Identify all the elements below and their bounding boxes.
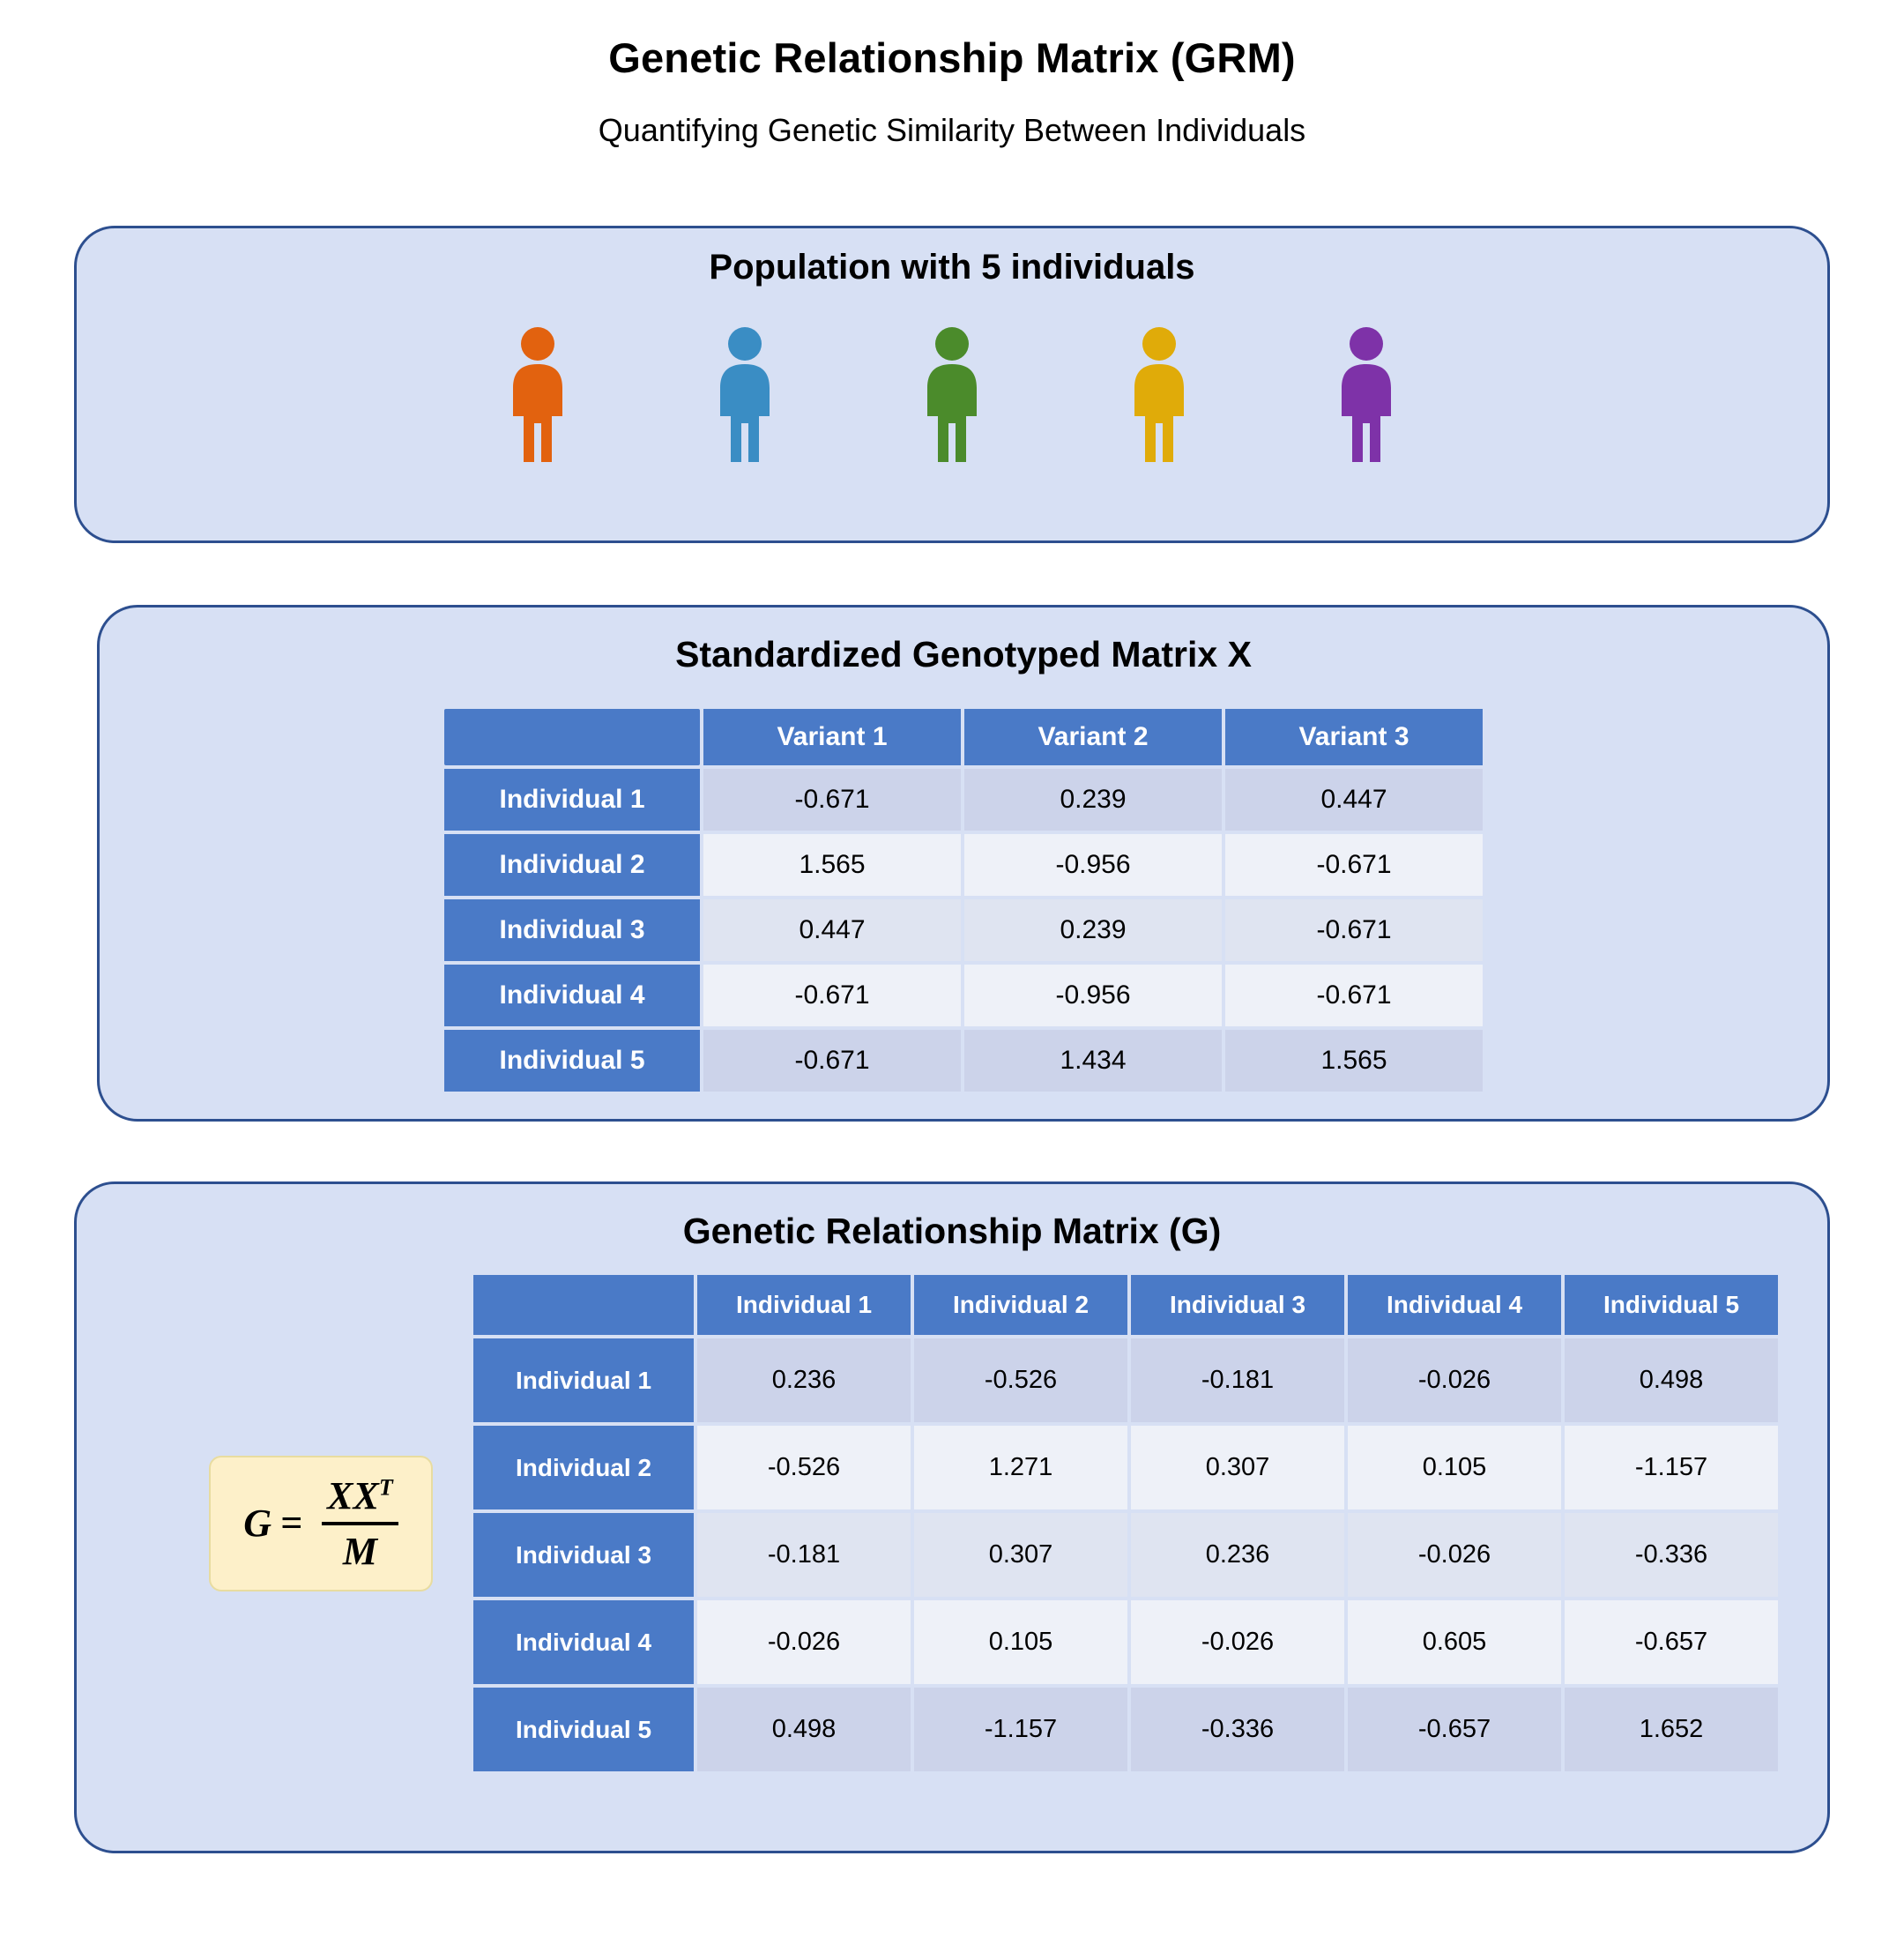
cell-g-2-3: 0.307 bbox=[1131, 1426, 1344, 1509]
cell-x-5-1: -0.671 bbox=[703, 1030, 961, 1092]
table-row bbox=[473, 1600, 1778, 1684]
table-row bbox=[444, 1030, 1483, 1092]
cell-g-5-1: 0.498 bbox=[697, 1688, 911, 1771]
table-row bbox=[444, 965, 1483, 1026]
cell-g-5-3: -0.336 bbox=[1131, 1688, 1344, 1771]
cell-x-1-3: 0.447 bbox=[1225, 769, 1483, 831]
row-header-individual-5: Individual 5 bbox=[444, 1030, 700, 1092]
cell-x-1-1: -0.671 bbox=[703, 769, 961, 831]
diagram-root bbox=[0, 34, 1904, 1938]
cell-g-4-1: -0.026 bbox=[697, 1600, 911, 1684]
table-row bbox=[444, 769, 1483, 831]
person-icon-3 bbox=[908, 324, 996, 466]
genotype-matrix-heading: Standardized Genotyped Matrix X bbox=[675, 634, 1252, 675]
page-subtitle: Quantifying Genetic Similarity Between Individuals bbox=[598, 112, 1306, 148]
cell-g-1-3: -0.181 bbox=[1131, 1338, 1344, 1422]
person-icon-5 bbox=[1322, 324, 1410, 466]
cell-x-3-2: 0.239 bbox=[964, 899, 1222, 961]
population-heading: Population with 5 individuals bbox=[709, 248, 1195, 287]
table-header-row bbox=[473, 1275, 1778, 1335]
person-icon-1 bbox=[494, 324, 582, 466]
row-header-individual-2: Individual 2 bbox=[444, 834, 700, 896]
cell-g-5-4: -0.657 bbox=[1348, 1688, 1561, 1771]
genotype-matrix-panel bbox=[97, 605, 1830, 1122]
cell-g-2-1: -0.526 bbox=[697, 1426, 911, 1509]
cell-x-4-1: -0.671 bbox=[703, 965, 961, 1026]
formula-denominator: M bbox=[342, 1529, 377, 1573]
formula-numerator-text: XX bbox=[327, 1473, 379, 1517]
row-header-individual-4: Individual 4 bbox=[473, 1600, 694, 1684]
cell-g-2-5: -1.157 bbox=[1565, 1426, 1778, 1509]
column-header-variant-1: Variant 1 bbox=[703, 709, 961, 765]
column-header-individual-2: Individual 2 bbox=[914, 1275, 1127, 1335]
person-icon-4 bbox=[1115, 324, 1203, 466]
formula-fraction bbox=[322, 1473, 398, 1574]
table-row bbox=[444, 899, 1483, 961]
grm-table bbox=[470, 1271, 1781, 1775]
population-panel bbox=[74, 226, 1830, 543]
cell-x-2-2: -0.956 bbox=[964, 834, 1222, 896]
people-row bbox=[77, 324, 1827, 466]
grm-heading: Genetic Relationship Matrix (G) bbox=[682, 1211, 1222, 1251]
cell-g-1-1: 0.236 bbox=[697, 1338, 911, 1422]
table-row bbox=[473, 1688, 1778, 1771]
cell-g-4-3: -0.026 bbox=[1131, 1600, 1344, 1684]
row-header-individual-1: Individual 1 bbox=[473, 1338, 694, 1422]
cell-x-3-1: 0.447 bbox=[703, 899, 961, 961]
row-header-individual-1: Individual 1 bbox=[444, 769, 700, 831]
row-header-individual-3: Individual 3 bbox=[444, 899, 700, 961]
formula-equals: = bbox=[280, 1502, 303, 1545]
grm-formula bbox=[243, 1473, 398, 1574]
cell-x-2-3: -0.671 bbox=[1225, 834, 1483, 896]
cell-x-5-2: 1.434 bbox=[964, 1030, 1222, 1092]
table-row bbox=[473, 1426, 1778, 1509]
cell-g-1-4: -0.026 bbox=[1348, 1338, 1561, 1422]
column-header-individual-5: Individual 5 bbox=[1565, 1275, 1778, 1335]
cell-g-2-2: 1.271 bbox=[914, 1426, 1127, 1509]
table-row bbox=[444, 834, 1483, 896]
table-corner-cell bbox=[444, 709, 700, 765]
row-header-individual-5: Individual 5 bbox=[473, 1688, 694, 1771]
genotype-matrix-table bbox=[441, 705, 1486, 1095]
column-header-variant-3: Variant 3 bbox=[1225, 709, 1483, 765]
cell-g-3-3: 0.236 bbox=[1131, 1513, 1344, 1597]
cell-x-3-3: -0.671 bbox=[1225, 899, 1483, 961]
cell-g-3-2: 0.307 bbox=[914, 1513, 1127, 1597]
cell-g-3-4: -0.026 bbox=[1348, 1513, 1561, 1597]
page-title: Genetic Relationship Matrix (GRM) bbox=[608, 34, 1296, 81]
row-header-individual-3: Individual 3 bbox=[473, 1513, 694, 1597]
grm-body bbox=[77, 1271, 1827, 1775]
grm-panel bbox=[74, 1181, 1830, 1853]
table-header-row bbox=[444, 709, 1483, 765]
formula-superscript: T bbox=[378, 1473, 393, 1500]
person-icon-2 bbox=[701, 324, 789, 466]
cell-g-1-2: -0.526 bbox=[914, 1338, 1127, 1422]
column-header-individual-3: Individual 3 bbox=[1131, 1275, 1344, 1335]
row-header-individual-4: Individual 4 bbox=[444, 965, 700, 1026]
cell-x-4-3: -0.671 bbox=[1225, 965, 1483, 1026]
row-header-individual-2: Individual 2 bbox=[473, 1426, 694, 1509]
cell-g-1-5: 0.498 bbox=[1565, 1338, 1778, 1422]
cell-g-4-5: -0.657 bbox=[1565, 1600, 1778, 1684]
cell-g-3-1: -0.181 bbox=[697, 1513, 911, 1597]
column-header-individual-1: Individual 1 bbox=[697, 1275, 911, 1335]
cell-x-4-2: -0.956 bbox=[964, 965, 1222, 1026]
formula-lhs: G bbox=[243, 1502, 272, 1545]
column-header-individual-4: Individual 4 bbox=[1348, 1275, 1561, 1335]
table-row bbox=[473, 1513, 1778, 1597]
cell-g-5-2: -1.157 bbox=[914, 1688, 1127, 1771]
cell-g-4-2: 0.105 bbox=[914, 1600, 1127, 1684]
cell-x-5-3: 1.565 bbox=[1225, 1030, 1483, 1092]
grm-formula-box bbox=[209, 1456, 433, 1591]
cell-g-4-4: 0.605 bbox=[1348, 1600, 1561, 1684]
cell-g-3-5: -0.336 bbox=[1565, 1513, 1778, 1597]
table-corner-cell bbox=[473, 1275, 694, 1335]
cell-g-2-4: 0.105 bbox=[1348, 1426, 1561, 1509]
formula-numerator bbox=[322, 1473, 398, 1522]
table-row bbox=[473, 1338, 1778, 1422]
column-header-variant-2: Variant 2 bbox=[964, 709, 1222, 765]
cell-x-1-2: 0.239 bbox=[964, 769, 1222, 831]
cell-x-2-1: 1.565 bbox=[703, 834, 961, 896]
cell-g-5-5: 1.652 bbox=[1565, 1688, 1778, 1771]
